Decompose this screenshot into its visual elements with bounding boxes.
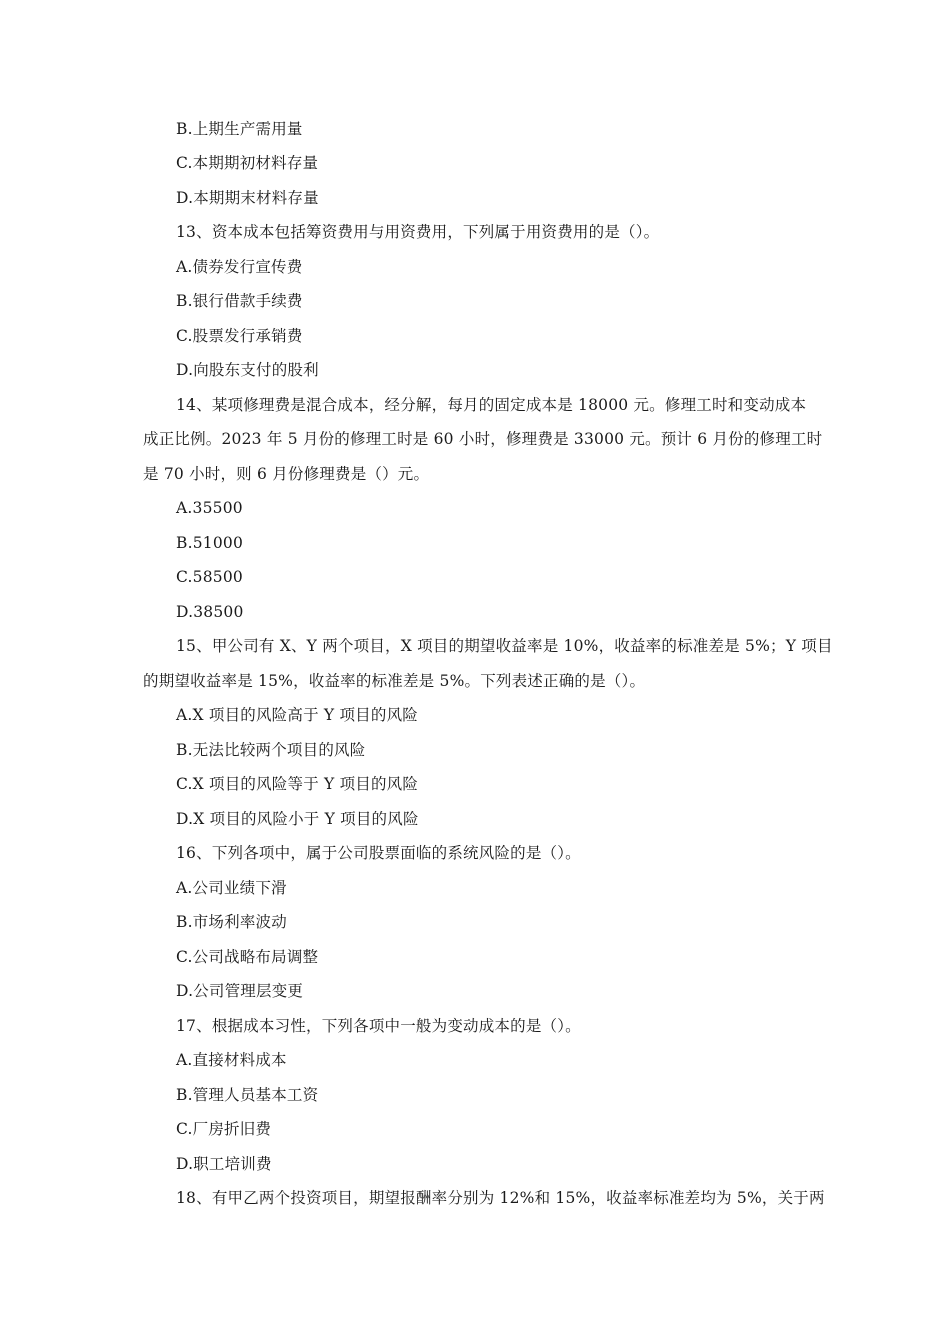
question-18-line-1: 18、有甲乙两个投资项目，期望报酬率分别为 12%和 15%，收益率标准差均为 5%，关于两 (176, 1189, 825, 1207)
option-a-q17: A.直接材料成本 (176, 1051, 287, 1069)
option-b-q13: B.银行借款手续费 (176, 292, 303, 310)
question-14-line-2: 成正比例。2023 年 5 月份的修理工时是 60 小时，修理费是 33000 元。预计 6 月份的修理工时 (143, 430, 823, 448)
option-b-q17: B.管理人员基本工资 (176, 1086, 319, 1104)
question-14-line-3: 是 70 小时，则 6 月份修理费是（）元。 (143, 465, 430, 483)
option-c-q12: C.本期期初材料存量 (176, 154, 319, 172)
question-15-line-2: 的期望收益率是 15%，收益率的标准差是 5%。下列表述正确的是（）。 (143, 672, 646, 690)
option-c-q15: C.X 项目的风险等于 Y 项目的风险 (176, 775, 419, 793)
option-d-q17: D.职工培训费 (176, 1155, 272, 1173)
option-d-q14: D.38500 (176, 603, 244, 621)
option-b-q15: B.无法比较两个项目的风险 (176, 741, 366, 759)
option-a-q14: A.35500 (176, 499, 243, 517)
option-d-q12: D.本期期末材料存量 (176, 189, 319, 207)
option-d-q13: D.向股东支付的股利 (176, 361, 319, 379)
question-17: 17、根据成本习性，下列各项中一般为变动成本的是（）。 (176, 1017, 581, 1035)
option-b-q14: B.51000 (176, 534, 244, 552)
question-14-line-1: 14、某项修理费是混合成本，经分解，每月的固定成本是 18000 元。修理工时和变动成本 (176, 396, 807, 414)
option-a-q15: A.X 项目的风险高于 Y 项目的风险 (176, 706, 418, 724)
option-b-q16: B.市场利率波动 (176, 913, 287, 931)
option-d-q16: D.公司管理层变更 (176, 982, 304, 1000)
question-13: 13、资本成本包括筹资费用与用资费用，下列属于用资费用的是（）。 (176, 223, 660, 241)
option-c-q17: C.厂房折旧费 (176, 1120, 272, 1138)
question-16: 16、下列各项中，属于公司股票面临的系统风险的是（）。 (176, 844, 581, 862)
option-b-q12: B.上期生产需用量 (176, 120, 303, 138)
option-a-q13: A.债券发行宣传费 (176, 258, 303, 276)
option-c-q16: C.公司战略布局调整 (176, 948, 319, 966)
option-a-q16: A.公司业绩下滑 (176, 879, 287, 897)
question-15-line-1: 15、甲公司有 X、Y 两个项目，X 项目的期望收益率是 10%，收益率的标准差是 5%；Y 项目 (176, 637, 833, 655)
option-d-q15: D.X 项目的风险小于 Y 项目的风险 (176, 810, 419, 828)
option-c-q14: C.58500 (176, 568, 243, 586)
option-c-q13: C.股票发行承销费 (176, 327, 303, 345)
